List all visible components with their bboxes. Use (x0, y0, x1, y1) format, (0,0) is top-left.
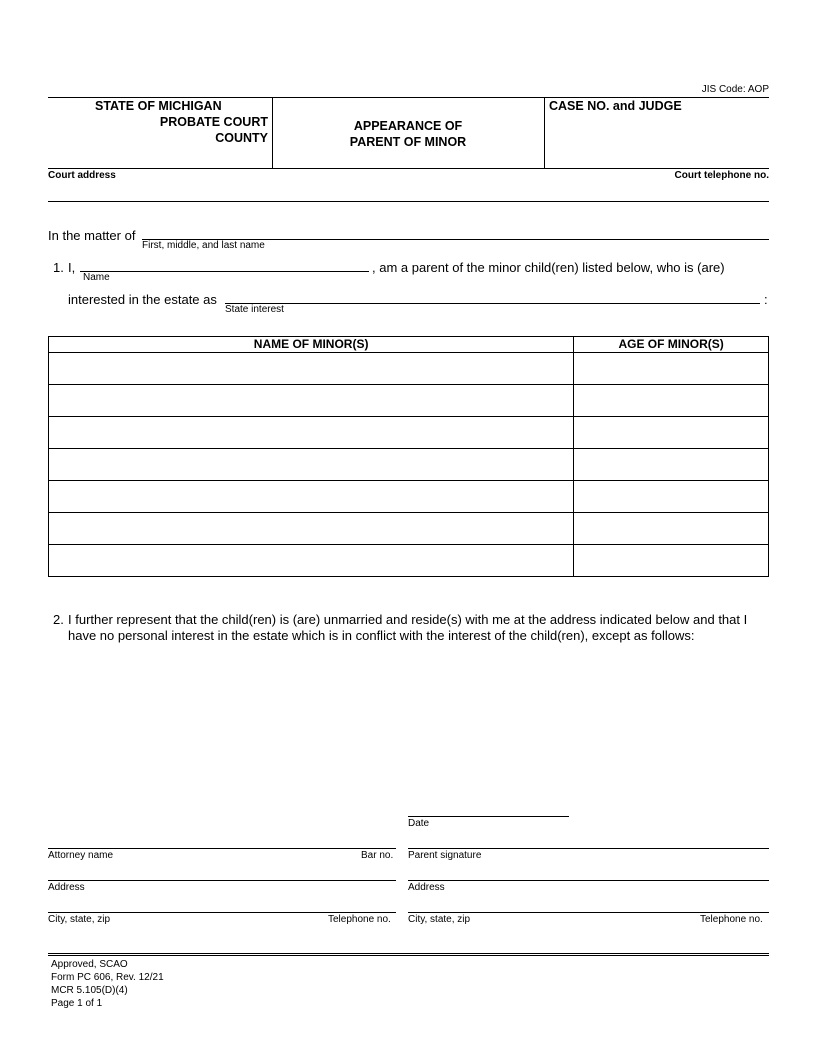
table-row (49, 545, 769, 577)
minor-age-cell[interactable] (574, 353, 769, 385)
attorney-name-underline (48, 848, 396, 849)
item1-text: , am a parent of the minor child(ren) listed below, who is (are) (372, 260, 725, 275)
footer-rule-bottom (48, 955, 769, 956)
minor-age-cell[interactable] (574, 417, 769, 449)
table-row (49, 353, 769, 385)
interest-underline (225, 303, 760, 304)
attorney-city-field[interactable] (48, 898, 397, 912)
minor-name-cell[interactable] (49, 481, 574, 513)
minor-age-cell[interactable] (574, 513, 769, 545)
interest-field[interactable] (225, 290, 759, 304)
minor-name-cell[interactable] (49, 513, 574, 545)
table-row (49, 513, 769, 545)
parent-city-field[interactable] (408, 898, 768, 912)
court-address-field[interactable] (48, 184, 612, 200)
parent-signature-underline (408, 848, 769, 849)
header-divider-right (544, 97, 545, 169)
court-address-rule (48, 201, 769, 202)
date-field[interactable] (408, 802, 568, 816)
attorney-address-underline (48, 880, 396, 881)
header-bottom-rule (48, 168, 769, 169)
bar-number-label: Bar no. (361, 850, 394, 861)
court-address-label: Court address (48, 170, 116, 181)
attorney-city-underline (48, 912, 396, 913)
minor-age-cell[interactable] (574, 385, 769, 417)
case-number-label: CASE NO. and JUDGE (549, 99, 682, 113)
minors-table-header (49, 337, 769, 353)
matter-name-field[interactable] (142, 226, 768, 240)
minor-age-cell[interactable] (574, 449, 769, 481)
minor-name-cell[interactable] (49, 385, 574, 417)
parent-signature-label: Parent signature (408, 850, 482, 861)
county-label: COUNTY (215, 131, 268, 145)
item1-number: 1. (53, 260, 64, 275)
court-phone-field[interactable] (615, 184, 769, 200)
matter-name-caption: First, middle, and last name (142, 240, 265, 251)
parent-address-label: Address (408, 882, 445, 893)
jis-code: JIS Code: AOP (701, 84, 769, 95)
minor-name-cell[interactable] (49, 545, 574, 577)
court-phone-label: Court telephone no. (674, 170, 769, 181)
parent-name-field[interactable] (80, 258, 369, 272)
matter-prefix: In the matter of (48, 228, 136, 243)
attorney-name-field[interactable] (48, 834, 397, 848)
interest-suffix: : (764, 292, 768, 307)
interest-caption: State interest (225, 304, 284, 315)
form-title (272, 118, 544, 150)
parent-address-underline (408, 880, 769, 881)
parent-name-caption: Name (83, 272, 110, 283)
parent-signature-field[interactable] (408, 834, 768, 848)
form-title-line2: PARENT OF MINOR (349, 135, 467, 149)
date-label: Date (408, 818, 430, 829)
minor-age-cell[interactable] (574, 545, 769, 577)
case-number-field[interactable] (549, 118, 767, 162)
footer-rule-top (48, 953, 769, 954)
attorney-phone-label: Telephone no. (328, 914, 391, 925)
parent-address-field[interactable] (408, 866, 768, 880)
footer-form-number: Form PC 606, Rev. 12/21 (51, 972, 164, 983)
minor-name-cell[interactable] (49, 353, 574, 385)
item2-line2: have no personal interest in the estate which is in conflict with the interest of the child(ren), except as follows: (68, 628, 695, 643)
parent-city-underline (408, 912, 769, 913)
minor-age-header: AGE OF MINOR(S) (574, 337, 769, 353)
minors-table (48, 336, 769, 577)
attorney-city-label: City, state, zip (48, 914, 111, 925)
footer-info (51, 958, 164, 1010)
interest-prefix: interested in the estate as (68, 292, 217, 307)
state-name: STATE OF MICHIGAN (95, 99, 222, 113)
court-name: PROBATE COURT (159, 115, 268, 129)
attorney-name-label: Attorney name (48, 850, 114, 861)
table-row (49, 481, 769, 513)
parent-phone-label: Telephone no. (700, 914, 763, 925)
footer-mcr: MCR 5.105(D)(4) (51, 985, 128, 996)
exceptions-field[interactable] (68, 648, 767, 798)
minor-name-cell[interactable] (49, 417, 574, 449)
date-underline (408, 816, 569, 817)
table-row (49, 449, 769, 481)
minor-age-cell[interactable] (574, 481, 769, 513)
minor-name-header: NAME OF MINOR(S) (49, 337, 574, 353)
footer-approved: Approved, SCAO (51, 959, 128, 970)
parent-city-label: City, state, zip (408, 914, 471, 925)
item2-line1: I further represent that the child(ren) is (are) unmarried and reside(s) with me at the address indicated below and that I (68, 612, 748, 627)
parent-name-underline (80, 271, 369, 272)
item1-prefix: I, (68, 260, 76, 275)
attorney-address-label: Address (48, 882, 85, 893)
minor-name-cell[interactable] (49, 449, 574, 481)
item2-number: 2. (53, 612, 64, 627)
table-row (49, 385, 769, 417)
table-row (49, 417, 769, 449)
footer-page: Page 1 of 1 (51, 998, 103, 1009)
form-title-line1: APPEARANCE OF (353, 119, 463, 133)
attorney-address-field[interactable] (48, 866, 397, 880)
